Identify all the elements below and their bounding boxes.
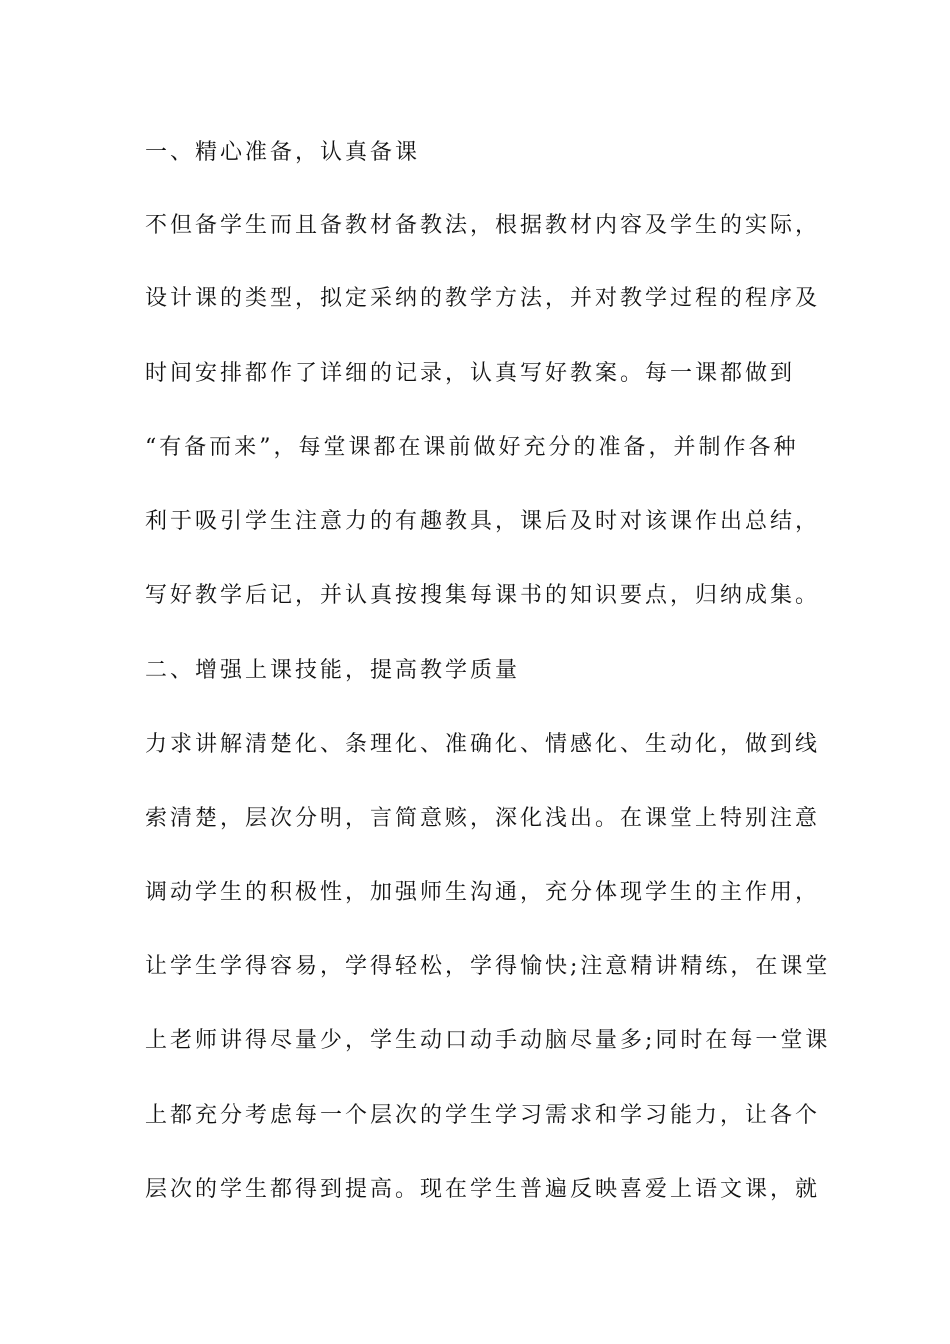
paragraph-line: “有备而来”，每堂课都在课前做好充分的准备，并制作各种 — [145, 435, 799, 460]
paragraph-line: 力求讲解清楚化、条理化、准确化、情感化、生动化，做到线 — [145, 732, 821, 757]
paragraph-line: 层次的学生都得到提高。现在学生普遍反映喜爱上语文课，就 — [145, 1177, 821, 1202]
paragraph-line: 索清楚，层次分明，言简意赅，深化浅出。在课堂上特别注意 — [145, 806, 821, 831]
paragraph-line: 让学生学得容易，学得轻松，学得愉快;注意精讲精练，在课堂 — [145, 954, 831, 979]
paragraph-line: 不但备学生而且备教材备教法，根据教材内容及学生的实际， — [145, 213, 821, 238]
paragraph-line: 设计课的类型，拟定采纳的教学方法，并对教学过程的程序及 — [145, 286, 821, 311]
paragraph-line: 调动学生的积极性，加强师生沟通，充分体现学生的主作用， — [145, 880, 821, 905]
paragraph-line: 上老师讲得尽量少，学生动口动手动脑尽量多;同时在每一堂课 — [145, 1028, 831, 1053]
section-heading-1: 一、精心准备，认真备课 — [145, 140, 421, 165]
paragraph-line: 利于吸引学生注意力的有趣教具，课后及时对该课作出总结， — [145, 509, 821, 534]
section-heading-2: 二、增强上课技能，提高教学质量 — [145, 658, 521, 683]
paragraph-line: 写好教学后记，并认真按搜集每课书的知识要点，归纳成集。 — [145, 583, 821, 608]
paragraph-line: 上都充分考虑每一个层次的学生学习需求和学习能力，让各个 — [145, 1103, 821, 1128]
paragraph-line: 时间安排都作了详细的记录，认真写好教案。每一课都做到 — [145, 361, 796, 386]
